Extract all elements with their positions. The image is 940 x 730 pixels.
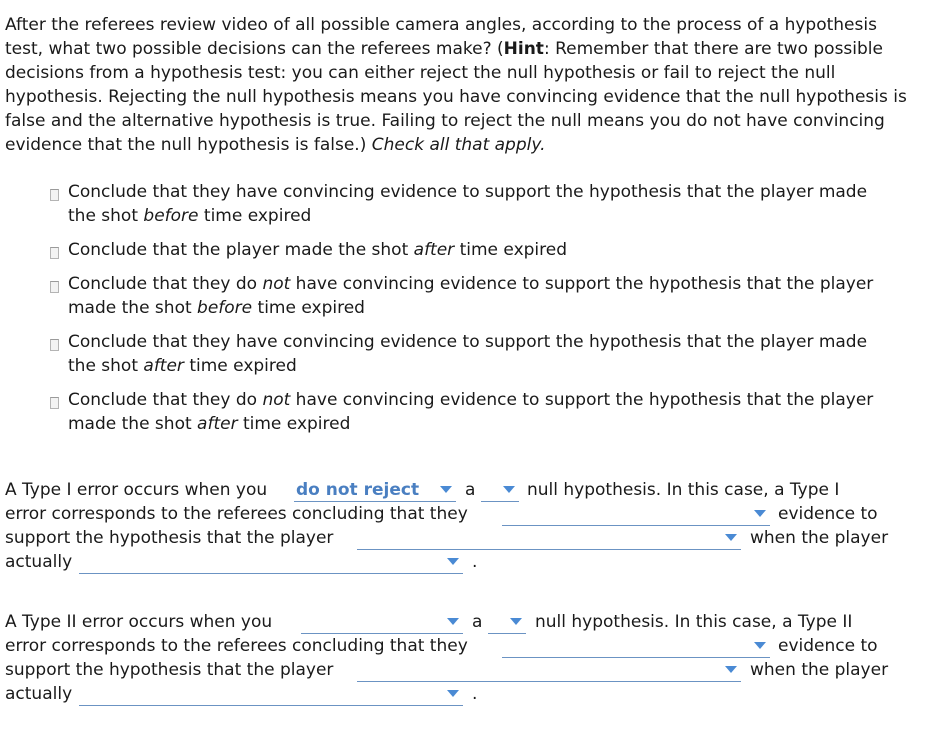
type2-text: . (472, 684, 478, 704)
hint-text: : Remember that there are two possible decisions from a hypothesis test: you can either reject the null hypothesis or fail to reject the null hypothesis. Rejecting the null hypothesis means you have convincing evidence that the null hypothesis is false and the alternative hypothesis is true. Failing to reject the null means you do not have convincing evidence that the null hypothesis is false.) (5, 39, 907, 155)
option-2-label: Conclude that the player made the shot after time expired (68, 240, 568, 260)
instruction-text: Check all that apply. (371, 135, 546, 155)
option-5[interactable] (50, 388, 890, 436)
chevron-down-icon (447, 690, 459, 697)
type1-null-type-select[interactable] (481, 480, 519, 502)
option-4[interactable] (50, 330, 890, 378)
type2-decision-select[interactable] (301, 612, 463, 634)
type2-line-2 (5, 634, 925, 658)
type1-text: actually (5, 552, 73, 572)
option-3[interactable] (50, 272, 890, 320)
option-4-label: Conclude that they have convincing evidence to support the hypothesis that the player made the shot after time expired (68, 332, 868, 376)
hint-label: Hint (503, 39, 544, 59)
chevron-down-icon (754, 642, 766, 649)
type1-line-3 (5, 526, 925, 550)
type1-hypothesis-select[interactable] (357, 528, 741, 550)
type2-text: error corresponds to the referees concluding that they (5, 636, 468, 656)
option-1[interactable] (50, 180, 890, 228)
type2-evidence-select[interactable] (502, 636, 770, 658)
type2-text: evidence to (778, 636, 878, 656)
type2-null-type-select[interactable] (488, 612, 526, 634)
type1-text: null hypothesis. In this case, a Type I (527, 480, 840, 500)
type2-text: null hypothesis. In this case, a Type II (535, 612, 853, 632)
question-text (5, 13, 915, 157)
type1-line-4 (5, 550, 925, 574)
chevron-down-icon (440, 486, 452, 493)
checkbox-icon[interactable] (50, 281, 59, 293)
type2-line-4 (5, 682, 925, 706)
type1-text: evidence to (778, 504, 878, 524)
type2-actual-select[interactable] (79, 684, 463, 706)
type1-line-1 (5, 478, 925, 502)
option-1-label: Conclude that they have convincing evidence to support the hypothesis that the player made the shot before time expired (68, 182, 868, 226)
type2-line-1 (5, 610, 925, 634)
chevron-down-icon (503, 486, 515, 493)
chevron-down-icon (725, 666, 737, 673)
type2-line-3 (5, 658, 925, 682)
chevron-down-icon (510, 618, 522, 625)
checkbox-icon[interactable] (50, 397, 59, 409)
type1-decision-select[interactable] (294, 480, 456, 502)
checkbox-icon[interactable] (50, 189, 59, 201)
type1-text: a (465, 480, 476, 500)
type1-text: support the hypothesis that the player (5, 528, 334, 548)
type2-text: support the hypothesis that the player (5, 660, 334, 680)
selected-value: do not reject (296, 480, 420, 500)
type1-actual-select[interactable] (79, 552, 463, 574)
type2-text: when the player (750, 660, 889, 680)
answer-options (50, 180, 890, 446)
chevron-down-icon (725, 534, 737, 541)
type2-text: A Type II error occurs when you (5, 612, 273, 632)
type1-text: . (472, 552, 478, 572)
type1-text: when the player (750, 528, 889, 548)
type1-evidence-select[interactable] (502, 504, 770, 526)
checkbox-icon[interactable] (50, 339, 59, 351)
type2-hypothesis-select[interactable] (357, 660, 741, 682)
type2-text: a (472, 612, 483, 632)
option-2[interactable] (50, 238, 890, 262)
option-5-label: Conclude that they do not have convincing evidence to support the hypothesis that the player made the shot after time expired (68, 390, 874, 434)
checkbox-icon[interactable] (50, 247, 59, 259)
option-3-label: Conclude that they do not have convincing evidence to support the hypothesis that the player made the shot before time expired (68, 274, 874, 318)
type2-text: actually (5, 684, 73, 704)
type1-text: error corresponds to the referees concluding that they (5, 504, 468, 524)
chevron-down-icon (447, 618, 459, 625)
type1-text: A Type I error occurs when you (5, 480, 268, 500)
chevron-down-icon (754, 510, 766, 517)
question-intro: After the referees review video of all possible camera angles, according to the process of a hypothesis test, what two possible decisions can the referees make? ( (5, 15, 877, 59)
type1-line-2 (5, 502, 925, 526)
chevron-down-icon (447, 558, 459, 565)
